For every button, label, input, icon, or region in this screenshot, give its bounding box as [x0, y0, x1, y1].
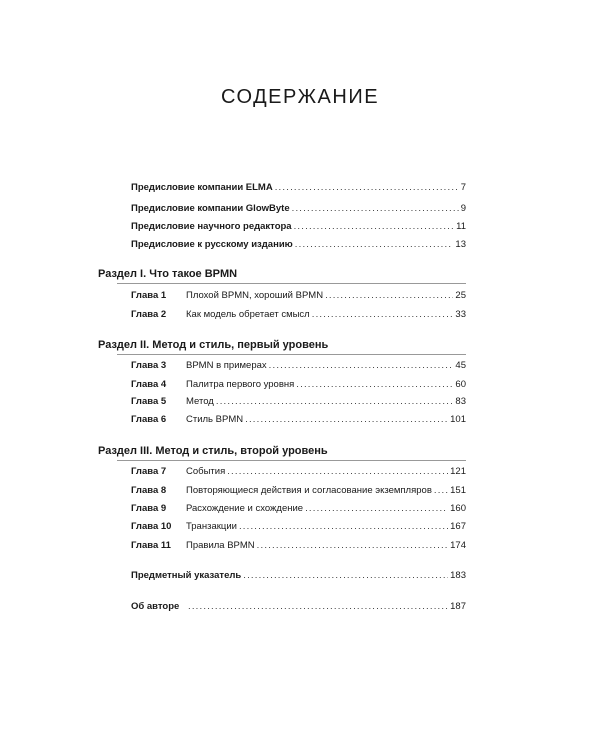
chapter-label: Глава 5	[131, 396, 167, 407]
chapter-title: BPMN в примерах	[186, 360, 267, 371]
chapter-title: Как модель обретает смысл	[186, 309, 310, 320]
toc-entry-chapter-5[interactable]	[131, 396, 466, 408]
toc-entry-chapter-6[interactable]	[131, 414, 466, 426]
toc-entry-index[interactable]	[131, 570, 466, 582]
toc-entry-label: Предметный указатель	[131, 570, 242, 581]
leader-dots	[245, 414, 448, 426]
toc-page-number: 7	[460, 182, 466, 193]
toc-page-number: 9	[460, 203, 466, 214]
toc-page-number: 187	[450, 601, 466, 612]
toc-entry-preface-editor[interactable]	[131, 221, 466, 233]
chapter-label: Глава 9	[131, 503, 167, 514]
section-heading-3: Раздел III. Метод и стиль, второй уровень	[98, 445, 328, 457]
leader-dots	[275, 182, 459, 194]
toc-page-number: 121	[450, 466, 466, 477]
toc-page-number: 174	[450, 540, 466, 551]
toc-page-number: 167	[450, 521, 466, 532]
toc-entry-chapter-4[interactable]	[131, 379, 466, 391]
toc-page-number: 83	[455, 396, 466, 407]
toc-entry-preface-russian[interactable]	[131, 239, 466, 251]
chapter-label: Глава 8	[131, 485, 167, 496]
toc-page-number: 13	[455, 239, 466, 250]
chapter-label: Глава 11	[131, 540, 171, 551]
leader-dots	[239, 521, 448, 533]
leader-dots	[305, 503, 448, 515]
chapter-label: Глава 6	[131, 414, 167, 425]
chapter-title: Повторяющиеся действия и согласование экземпляров	[186, 485, 432, 496]
leader-dots	[216, 396, 454, 408]
chapter-label: Глава 10	[131, 521, 172, 532]
toc-entry-label: Предисловие компании GlowByte	[131, 203, 290, 214]
toc-page-number: 183	[450, 570, 466, 581]
page-title: СОДЕРЖАНИЕ	[220, 86, 380, 108]
toc-entry-chapter-7[interactable]	[131, 466, 466, 478]
chapter-label: Глава 4	[131, 379, 167, 390]
toc-page-number: 60	[455, 379, 466, 390]
leader-dots	[257, 540, 448, 552]
leader-dots	[312, 309, 454, 321]
chapter-label: Глава 3	[131, 360, 167, 371]
chapter-title: Метод	[186, 396, 214, 407]
toc-entry-preface-glowbyte[interactable]	[131, 203, 466, 215]
chapter-label: Глава 1	[131, 290, 167, 301]
toc-page-number: 11	[456, 221, 466, 232]
leader-dots	[188, 601, 448, 613]
leader-dots	[295, 239, 454, 251]
chapter-title: Правила BPMN	[186, 540, 255, 551]
leader-dots	[292, 203, 459, 215]
leader-dots	[269, 360, 454, 372]
chapter-label: Глава 7	[131, 466, 167, 477]
toc-page-number: 33	[455, 309, 466, 320]
section-divider	[117, 354, 466, 355]
toc-entry-label: Предисловие научного редактора	[131, 221, 292, 232]
section-heading-1: Раздел I. Что такое BPMN	[98, 268, 238, 280]
chapter-title: События	[186, 466, 226, 477]
chapter-label: Глава 2	[131, 309, 167, 320]
section-heading-2: Раздел II. Метод и стиль, первый уровень	[98, 339, 329, 351]
toc-entry-chapter-10[interactable]	[131, 521, 466, 533]
leader-dots	[294, 221, 455, 233]
chapter-title: Палитра первого уровня	[186, 379, 295, 390]
leader-dots	[325, 290, 453, 302]
toc-page-number: 45	[455, 360, 466, 371]
toc-entry-chapter-11[interactable]	[131, 540, 466, 552]
toc-entry-chapter-2[interactable]	[131, 309, 466, 321]
leader-dots	[227, 466, 448, 478]
leader-dots	[296, 379, 453, 391]
toc-entry-chapter-3[interactable]	[131, 360, 466, 372]
toc-page-number: 151	[450, 485, 466, 496]
section-divider	[117, 283, 466, 284]
toc-page-number: 101	[450, 414, 466, 425]
toc-entry-label: Предисловие компании ELMA	[131, 182, 273, 193]
toc-entry-chapter-9[interactable]	[131, 503, 466, 515]
toc-entry-label: Предисловие к русскому изданию	[131, 239, 293, 250]
toc-entry-label: Об авторе	[131, 601, 180, 612]
chapter-title: Транзакции	[186, 521, 237, 532]
chapter-title: Расхождение и схождение	[186, 503, 304, 514]
section-divider	[117, 460, 466, 461]
toc-page-number: 25	[455, 290, 466, 301]
toc-entry-preface-elma[interactable]	[131, 182, 466, 194]
toc-page-number: 160	[450, 503, 466, 514]
leader-dots	[243, 570, 448, 582]
chapter-title: Стиль BPMN	[186, 414, 244, 425]
toc-entry-about-author[interactable]	[131, 601, 466, 613]
toc-entry-chapter-1[interactable]	[131, 290, 466, 302]
leader-dots	[434, 485, 448, 497]
chapter-title: Плохой BPMN, хороший BPMN	[186, 290, 324, 301]
toc-entry-chapter-8[interactable]	[131, 485, 466, 497]
